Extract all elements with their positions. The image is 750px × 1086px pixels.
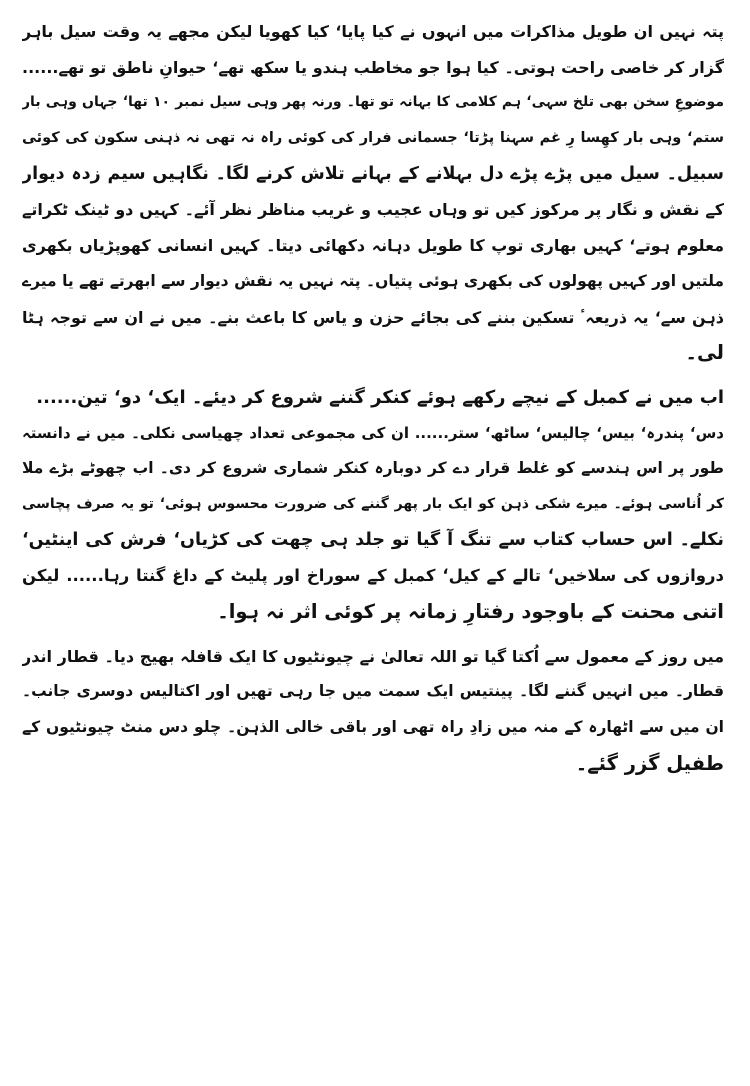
text-line: نکلے۔ اس حساب کتاب سے تنگ آ گیا تو جلد ہی چھت کی کڑیاں‘ فرش کی اینٹیں‘ xyxy=(22,529,724,550)
text-line: گزار کر خاصی راحت ہوتی۔ کیا ہوا جو مخاطب ہندو یا سکھ تھے‘ حیوانِ ناطق تو تھے...... xyxy=(22,57,724,77)
text-line: ان میں سے اٹھارہ کے منہ میں زادِ راہ تھی اور باقی خالی الذہن۔ چلو دس منٹ چیونٹیوں کے xyxy=(22,718,724,737)
paragraph-2 xyxy=(22,380,724,630)
paragraph-3 xyxy=(22,639,724,782)
paragraph-gap xyxy=(22,630,724,639)
text-line: دروازوں کی سلاخیں‘ تالے کے کیل‘ کمبل کے سوراخ اور پلیٹ کے داغ گنتا رہا...... لیکن xyxy=(22,566,724,586)
text-line: اتنی محنت کے باوجود رفتارِ زمانہ پر کوئی اثر نہ ہوا۔ xyxy=(217,600,724,623)
text-line: ملتیں اور کہیں پھولوں کی بکھری ہوئی پتیاں۔ پتہ نہیں یہ نقش دیوار سے ابھرتے تھے یا میرے xyxy=(22,271,724,290)
text-line: دس‘ پندرہ‘ بیس‘ چالیس‘ ساٹھ‘ ستر...... ان کی مجموعی تعداد چھیاسی نکلی۔ میں نے دانستہ xyxy=(22,423,724,442)
text-line: ستم‘ وہی بار کھِسا رِ غم سہنا پڑتا‘ جسمانی فرار کی کوئی راہ نہ تھی نہ ذہنی سکون کی کوئی xyxy=(22,130,724,147)
text-line: کر اُناسی ہوئے۔ میرے شکی ذہن کو ایک بار پھر گننے کی ضرورت محسوس ہوئی‘ تو یہ صرف پچاسی xyxy=(22,495,724,512)
text-line: پتہ نہیں ان طویل مذاکرات میں انہوں نے کیا پایا‘ کیا کھویا لیکن مجھے یہ وقت سیل باہر xyxy=(22,22,724,41)
text-line: ذہن سے‘ یہ ذریعہٴ تسکین بننے کی بجائے حزن و یاس کا باعث بنے۔ میں نے ان سے توجہ ہٹا xyxy=(22,307,724,327)
text-line: طفیل گزر گئے۔ xyxy=(575,751,724,775)
text-line: طور پر اس ہندسے کو غلط قرار دے کر دوبارہ کنکر شماری شروع کر دی۔ اب چھوٹے بڑے ملا xyxy=(22,459,724,478)
text-line: کے نقش و نگار پر مرکوز کیں تو وہاں عجیب و غریب مناظر نظر آئے۔ کہیں دو ٹینک ٹکراتے xyxy=(22,200,724,220)
text-line: سبیل۔ سیل میں پڑے پڑے دل بہلانے کے بہانے تلاش کرنے لگا۔ نگاہیں سیم زدہ دیوار xyxy=(22,163,724,184)
paragraph-1 xyxy=(22,14,724,371)
text-line: میں روز کے معمول سے اُکتا گیا تو اللہ تعالیٰ نے چیونٹیوں کا ایک قافلہ بھیج دیا۔ قطار اندر xyxy=(22,646,724,666)
text-line: معلوم ہوتے‘ کہیں بھاری توپ کا طویل دہانہ دکھائی دیتا۔ کہیں انسانی کھوپڑیاں بکھری xyxy=(22,236,724,256)
text-line: موضوعِ سخن بھی تلخ سہی‘ ہم کلامی کا بہانہ تو تھا۔ ورنہ پھر وہی سیل نمبر ۱۰ تھا‘ جہاں وہی بار xyxy=(22,94,724,111)
paragraph-gap xyxy=(22,371,724,380)
text-line: لی۔ xyxy=(685,341,724,365)
text-line: اب میں نے کمبل کے نیچے رکھے ہوئے کنکر گننے شروع کر دیئے۔ ایک‘ دو‘ تین...... xyxy=(36,386,724,408)
text-line: قطار۔ میں انہیں گننے لگا۔ پینتیس ایک سمت میں جا رہی تھیں اور اکتالیس دوسری جانب۔ xyxy=(22,682,724,701)
